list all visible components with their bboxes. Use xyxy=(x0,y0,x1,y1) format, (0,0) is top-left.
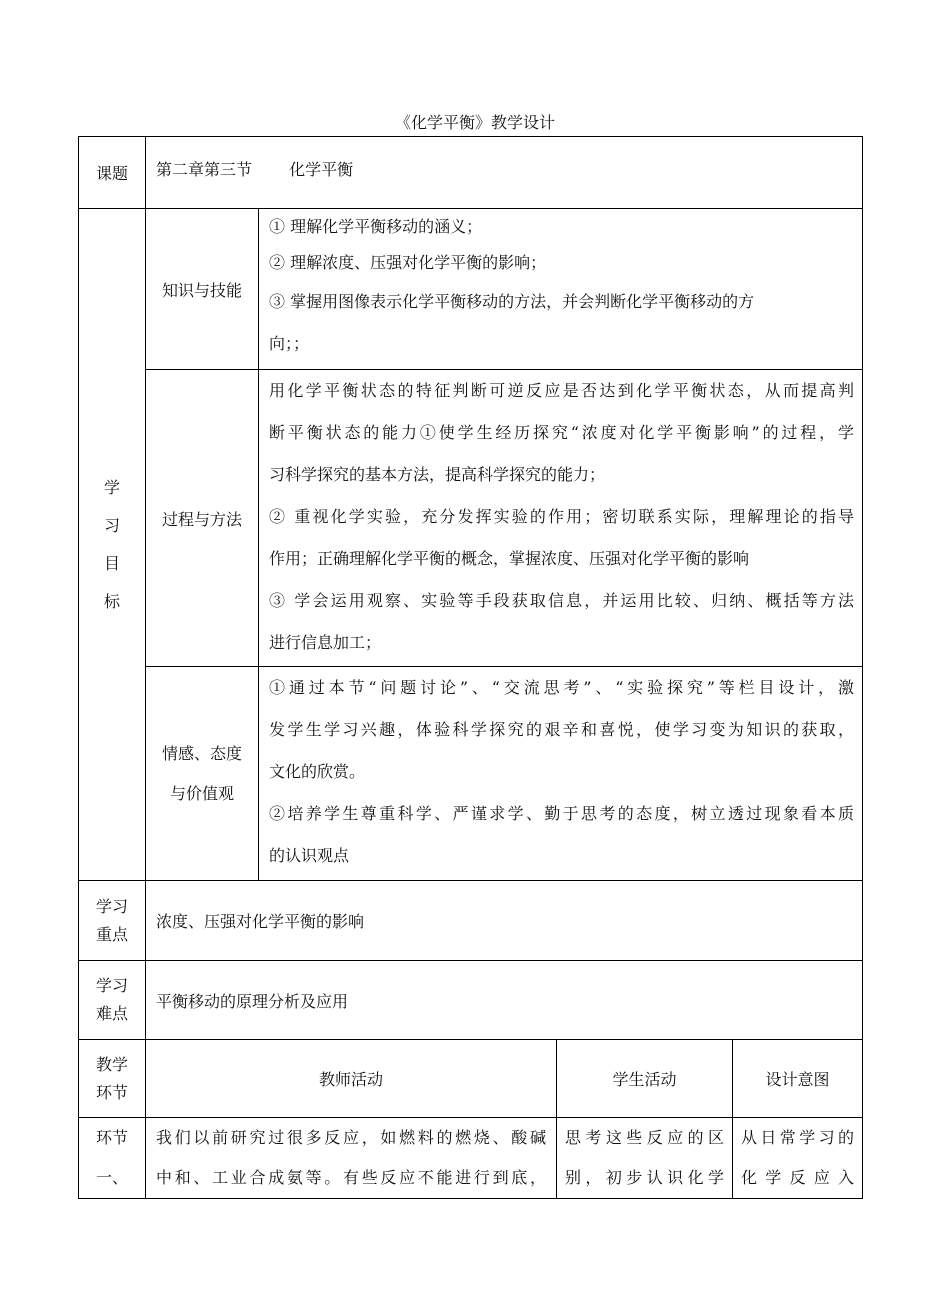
difficulty-label-line: 难点 xyxy=(95,1004,128,1023)
stage-one-student xyxy=(557,1118,733,1199)
process-line: 进行信息加工； xyxy=(269,633,382,652)
knowledge-line: ③ 掌握用图像表示化学平衡移动的方法，并会判断化学平衡移动的方 xyxy=(269,292,755,311)
process-line: ③ 学会运用观察、实验等手段获取信息，并运用比较、归纳、概括等方法 xyxy=(269,591,855,610)
difficulty-label-line: 学习 xyxy=(95,976,128,995)
difficulty-row xyxy=(79,961,863,1040)
stage-one-label xyxy=(79,1118,146,1199)
objectives-label-char: 目 xyxy=(103,553,120,573)
emotion-content xyxy=(259,667,863,881)
emotion-line: 的认识观点 xyxy=(269,846,350,865)
stage-one-intent-line: 从日常学习的 xyxy=(741,1128,855,1147)
emotion-label-line: 情感、态度 xyxy=(161,743,242,763)
objective-process-row xyxy=(79,370,863,667)
stage-header-label-line: 环节 xyxy=(95,1082,128,1102)
process-header-row xyxy=(79,1040,863,1118)
process-line: 作用；正确理解化学平衡的概念，掌握浓度、压强对化学平衡的影响 xyxy=(269,549,750,568)
emotion-line: ①通过本节“问题讨论”、“交流思考”、“实验探究”等栏目设计，激 xyxy=(269,678,855,697)
teacher-activity-header: 教师活动 xyxy=(146,1040,557,1118)
stage-header-label-line: 教学 xyxy=(95,1054,128,1074)
process-line: 用化学平衡状态的特征判断可逆反应是否达到化学平衡状态，从而提高判 xyxy=(269,381,855,400)
stage-one-label-line: 一、 xyxy=(95,1168,128,1187)
design-intent-header: 设计意图 xyxy=(733,1040,863,1118)
student-activity-header: 学生活动 xyxy=(557,1040,733,1118)
objectives-label-char: 标 xyxy=(103,591,120,611)
topic-value: 第二章第三节 化学平衡 xyxy=(146,137,863,209)
knowledge-label: 知识与技能 xyxy=(146,209,259,370)
stage-one-teacher xyxy=(146,1118,557,1199)
emotion-line: 文化的欣赏。 xyxy=(269,762,366,781)
process-content xyxy=(259,370,863,667)
stage-one-teacher-line: 我们以前研究过很多反应，如燃料的燃烧、酸碱 xyxy=(156,1128,546,1147)
objective-emotion-row xyxy=(79,667,863,881)
document-title: 《化学平衡》教学设计 xyxy=(394,113,555,132)
stage-one-student-line: 思考这些反应的区 xyxy=(565,1128,724,1147)
process-label: 过程与方法 xyxy=(146,370,259,667)
objective-knowledge-row xyxy=(79,209,863,370)
topic-row xyxy=(79,137,863,209)
objectives-label xyxy=(79,209,146,881)
process-line: ② 重视化学实验，充分发挥实验的作用；密切联系实际，理解理论的指导 xyxy=(269,507,855,526)
emotion-label-line: 与价值观 xyxy=(169,783,234,803)
stage-one-intent-line: 化学反应入 xyxy=(741,1168,855,1187)
process-line: 习科学探究的基本方法，提高科学探究的能力； xyxy=(269,465,606,484)
key-point-value: 浓度、压强对化学平衡的影响 xyxy=(146,881,863,961)
key-point-row xyxy=(79,881,863,961)
knowledge-content xyxy=(259,209,863,370)
knowledge-line: ① 理解化学平衡移动的涵义； xyxy=(269,217,483,236)
key-point-label-line: 重点 xyxy=(95,924,128,944)
emotion-label xyxy=(146,667,259,881)
stage-header-label xyxy=(79,1040,146,1118)
stage-one-row xyxy=(79,1118,863,1199)
stage-one-teacher-line: 中和、工业合成氨等。有些反应不能进行到底， xyxy=(156,1168,546,1187)
objectives-label-char: 学 xyxy=(103,477,120,497)
difficulty-label xyxy=(79,961,146,1040)
stage-one-intent xyxy=(733,1118,863,1199)
stage-one-student-line: 别，初步认识化学 xyxy=(565,1168,724,1187)
lesson-plan-table xyxy=(78,136,863,1199)
objectives-label-char: 习 xyxy=(103,515,120,535)
key-point-label xyxy=(79,881,146,961)
emotion-line: 发学生学习兴趣，体验科学探究的艰辛和喜悦，使学习变为知识的获取， xyxy=(269,720,855,739)
knowledge-line: 向；； xyxy=(269,334,310,353)
emotion-line: ②培养学生尊重科学、严谨求学、勤于思考的态度，树立透过现象看本质 xyxy=(269,804,855,823)
topic-label: 课题 xyxy=(79,137,146,209)
key-point-label-line: 学习 xyxy=(95,896,128,916)
knowledge-line: ② 理解浓度、压强对化学平衡的影响； xyxy=(269,253,547,272)
difficulty-value: 平衡移动的原理分析及应用 xyxy=(146,961,863,1040)
process-line: 断平衡状态的能力①使学生经历探究“浓度对化学平衡影响”的过程，学 xyxy=(269,423,855,442)
stage-one-label-line: 环节 xyxy=(95,1128,128,1147)
